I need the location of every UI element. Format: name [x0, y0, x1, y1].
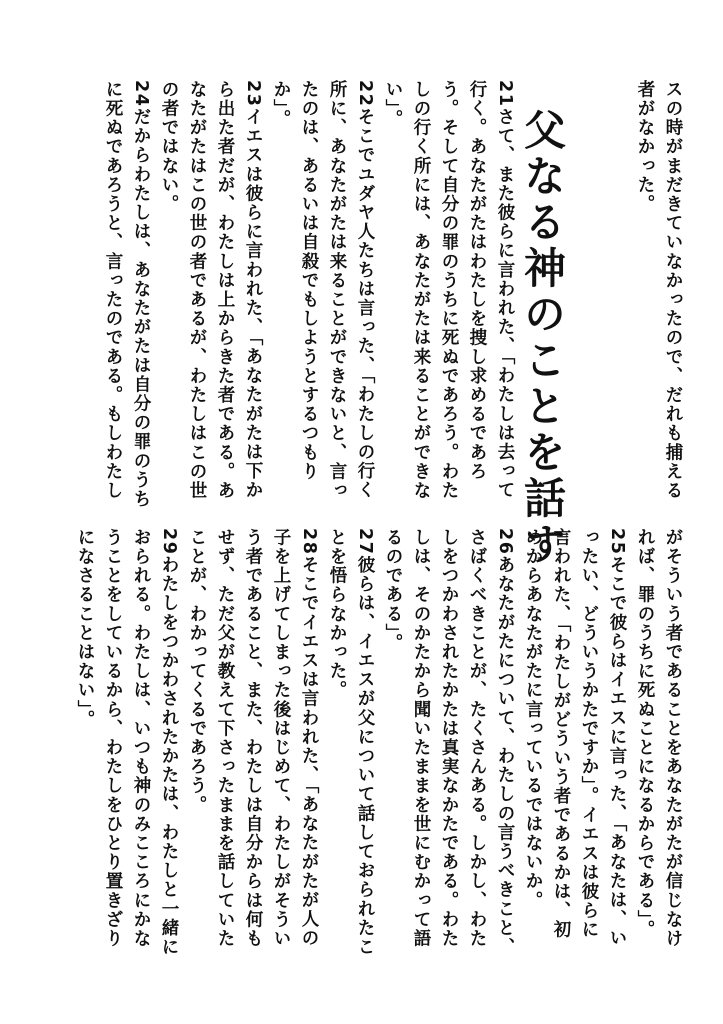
- text-line: [603, 80, 631, 520]
- text-line: めからあなたがたに言っているではないか。: [523, 528, 543, 910]
- text-line: ったい、どういうかたですか」。イエスは彼らに: [579, 528, 599, 940]
- text-line: とを悟らなかった。: [327, 528, 347, 700]
- text-line: う。そして自分の罪のうちに死ぬであろう。わた: [439, 80, 459, 501]
- text-line: しは、そのかたから聞いたままを世にむかって語: [411, 528, 431, 949]
- text-line: 言われた、「わたしがどういう者であるかは、初: [551, 528, 571, 940]
- text-line: さばくべきことが、たくさんある。しかし、わた: [467, 528, 487, 949]
- text-line: 28そこでイエスは言われた、「あなたがたが人の: [299, 528, 319, 948]
- text-line: 22そこでユダヤ人たちは言った、「わたしの行く: [355, 80, 375, 500]
- text-line: い」。: [383, 80, 403, 129]
- text-line: うことをしているから、わたしをひとり置きざり: [103, 528, 123, 949]
- text-line: 29わたしをつかわされたかたは、わたしと一緒に: [159, 528, 179, 957]
- text-line: の者ではない。: [159, 80, 179, 214]
- text-line: に死ぬであろうと、言ったのである。もしわたし: [103, 80, 123, 501]
- text-line: なたがたはこの世の者であるが、わたしはこの世: [187, 80, 207, 501]
- text-line: たのは、あるいは自殺でもしようとするつもり: [299, 80, 319, 482]
- text-line: るのである」。: [383, 528, 403, 653]
- text-line: 27彼らは、イエスが父について話しておられたこ: [355, 528, 375, 957]
- top-text-block: [99, 80, 687, 520]
- text-line: おられる。わたしは、いつも神のみこころにかな: [131, 528, 151, 949]
- text-line: 25そこで彼らはイエスに言った、「あなたは、い: [607, 528, 627, 948]
- text-line: スの時がまだきていなかったので、だれも捕える: [663, 80, 683, 501]
- text-line: 26あなたがたについて、わたしの言うべきこと、: [495, 528, 515, 957]
- text-line: せず、ただ父が教えて下さったままを話していた: [215, 528, 235, 949]
- text-line: 21さて、また彼らに言われた、「わたしは去って: [495, 80, 515, 500]
- text-line: [575, 80, 603, 520]
- text-line: 行く。あなたがたはわたしを捜し求めるであろ: [467, 80, 487, 482]
- text-line: 23イエスは彼らに言われた、「あなたがたは下か: [243, 80, 263, 500]
- text-line: ことが、わかってくるであろう。: [187, 528, 207, 815]
- bottom-text-block: [71, 528, 687, 968]
- text-line: 24だからわたしは、あなたがたは自分の罪のうち: [131, 80, 151, 509]
- text-line: ら出た者だが、わたしは上からきた者である。あ: [215, 80, 235, 501]
- text-line: 所に、あなたがたは来ることができないと、言っ: [327, 80, 347, 501]
- chapter-title: 父なる神のことを話す: [518, 108, 567, 568]
- text-line: がそういう者であることをあなたがたが信じなけ: [663, 528, 683, 949]
- text-line: しをつかわされたかたは真実なかたである。わた: [439, 528, 459, 949]
- text-line: しの行く所には、あなたがたは来ることができな: [411, 80, 431, 501]
- text-line: れば、罪のうちに死ぬことになるからである」。: [635, 528, 655, 940]
- text-line: う者であること、また、わたしは自分からは何も: [243, 528, 263, 949]
- text-line: か」。: [271, 80, 291, 129]
- text-line: になさることはない」。: [75, 528, 95, 730]
- text-line: 者がなかった。: [635, 80, 655, 214]
- text-line: 子を上げてしまった後はじめて、わたしがそうい: [271, 528, 291, 949]
